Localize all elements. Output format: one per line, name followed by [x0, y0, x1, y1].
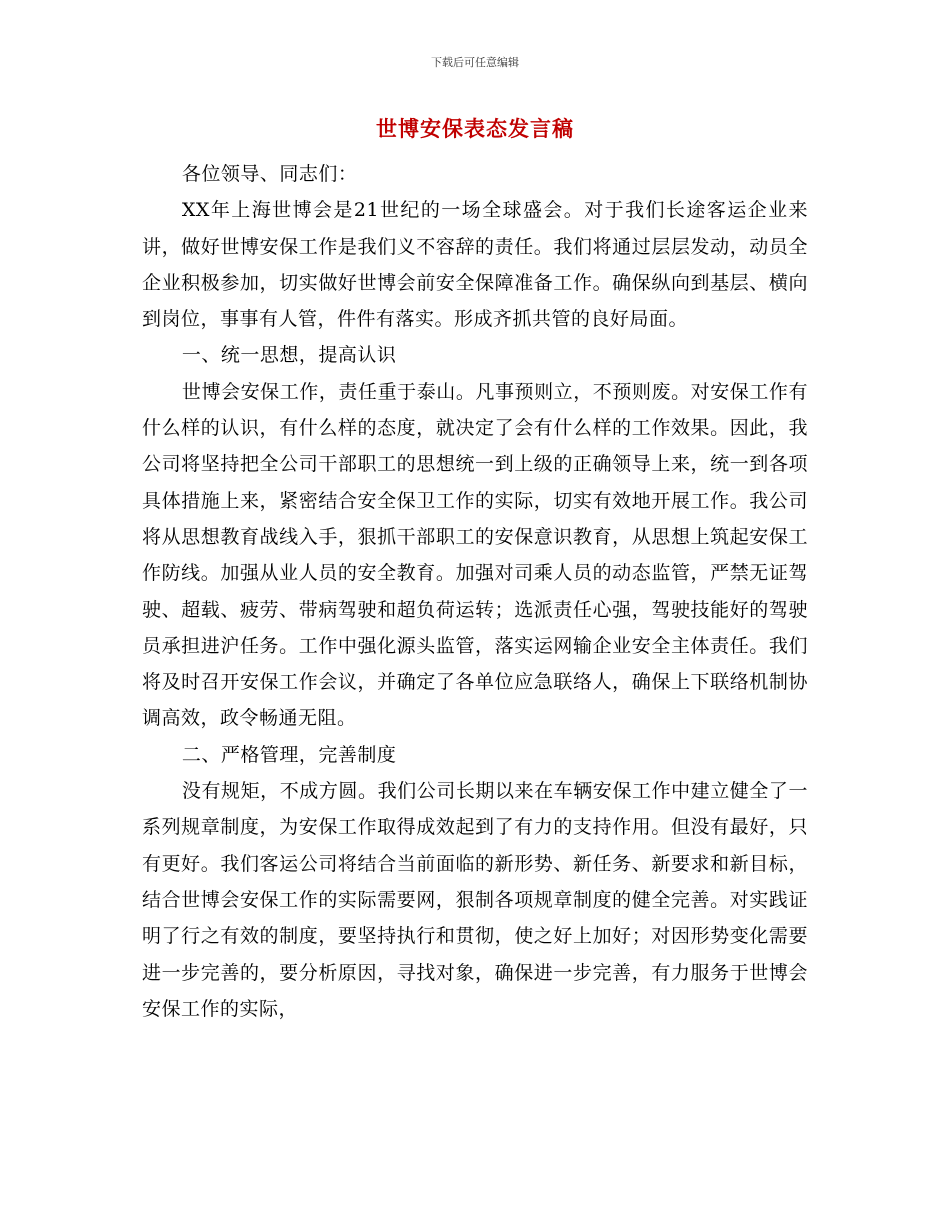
- salutation: 各位领导、同志们：: [181, 163, 358, 185]
- paragraph-section-2: 没有规矩，不成方圆。我们公司长期以来在车辆安保工作中建立健全了一系列规章制度，为安保工作取得成效起到了有力的支持作用。但没有最好，只有更好。我们客运公司将结合当前面临的新形势、新任务、新要求和新目标，结合世博会安保工作的实际需要网，狠制各项规章制度的健全完善。对实践证明了行之有效的制度，要坚持执行和贯彻，使之好上加好；对因形势变化需要进一步完善的，要分析原因，寻找对象，确保进一步完善，有力服务于世博会安保工作的实际，: [142, 780, 808, 1020]
- document-body: [142, 156, 808, 1027]
- paragraph-intro: XX年上海世博会是21世纪的一场全球盛会。对于我们长途客运企业来讲，做好世博安保工作是我们义不容辞的责任。我们将通过层层发动，动员全企业积极参加，切实做好世博会前安全保障准备工作。确保纵向到基层、横向到岗位，事事有人管，件件有落实。形成齐抓共管的良好局面。: [142, 199, 808, 331]
- document-title: 世博安保表态发言稿: [376, 116, 574, 141]
- section-heading-1: 一、统一思想，提高认识: [181, 344, 397, 367]
- section-heading-2: 二、严格管理，完善制度: [181, 743, 397, 766]
- header-note: 下载后可任意编辑: [431, 56, 519, 69]
- paragraph-section-1: 世博会安保工作，责任重于泰山。凡事预则立，不预则废。对安保工作有什么样的认识，有什么样的态度，就决定了会有什么样的工作效果。因此，我公司将坚持把全公司干部职工的思想统一到上级的正确领导上来，统一到各项具体措施上来，紧密结合安全保卫工作的实际，切实有效地开展工作。我公司将从思想教育战线入手，狠抓干部职工的安保意识教育，从思想上筑起安保工作防线。加强从业人员的安全教育。加强对司乘人员的动态监管，严禁无证驾驶、超载、疲劳、带病驾驶和超负荷运转；选派责任心强，驾驶技能好的驾驶员承担进沪任务。工作中强化源头监管，落实运网输企业安全主体责任。我们将及时召开安保工作会议，并确定了各单位应急联络人，确保上下联络机制协调高效，政令畅通无阻。: [142, 380, 808, 730]
